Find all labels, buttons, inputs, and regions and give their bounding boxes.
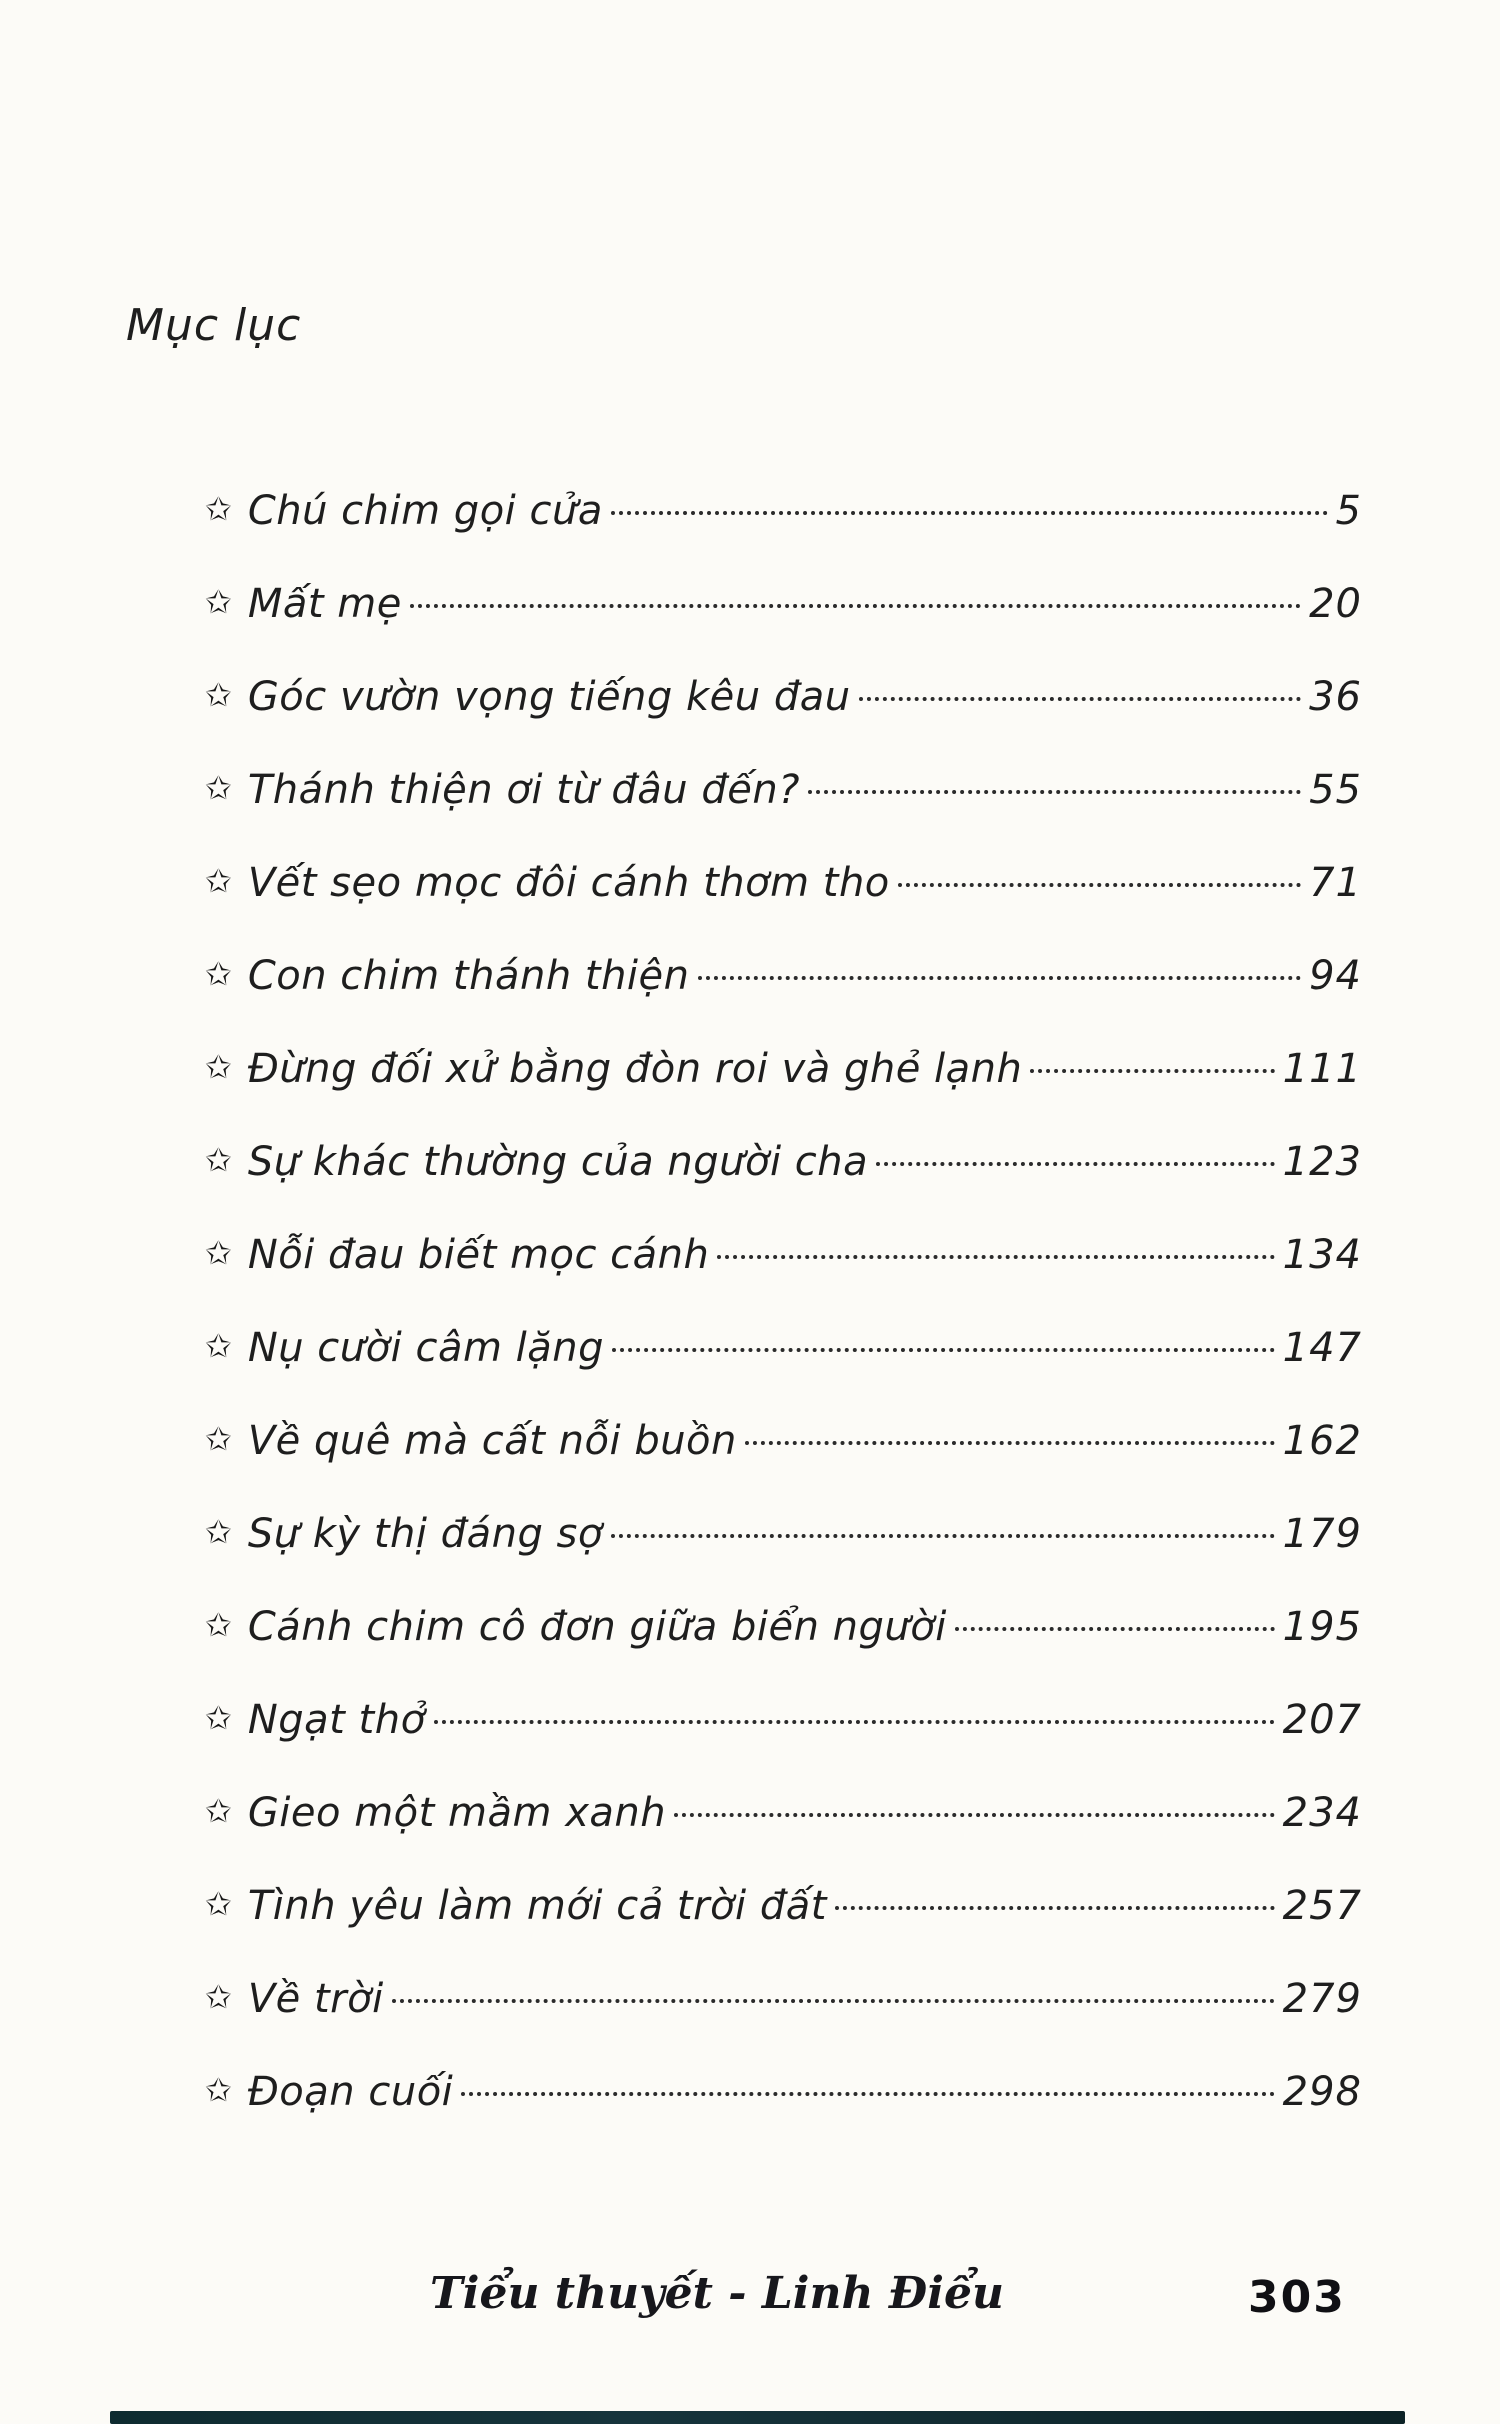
toc-entry-page: 111 xyxy=(1282,1046,1362,1092)
star-bullet-icon: ✩ xyxy=(205,583,232,621)
toc-entry xyxy=(205,1418,1362,1511)
toc-entry xyxy=(205,674,1362,767)
toc-entry-title: Vết sẹo mọc đôi cánh thơm tho xyxy=(247,860,890,906)
dotted-leader xyxy=(955,1627,1275,1631)
toc-entry xyxy=(205,1139,1362,1232)
toc-entry xyxy=(205,1511,1362,1604)
toc-entry-title: Ngạt thở xyxy=(247,1697,426,1743)
toc-entry xyxy=(205,1604,1362,1697)
toc-entry-title: Con chim thánh thiện xyxy=(247,953,690,999)
toc-entry-page: 162 xyxy=(1282,1418,1362,1464)
toc-entry-page: 123 xyxy=(1282,1139,1362,1185)
table-of-contents xyxy=(205,488,1362,2162)
toc-entry-page: 234 xyxy=(1282,1790,1362,1836)
star-bullet-icon: ✩ xyxy=(205,1048,232,1086)
toc-entry-title: Gieo một mầm xanh xyxy=(247,1790,667,1836)
dotted-leader xyxy=(434,1720,1275,1724)
toc-entry-title: Góc vườn vọng tiếng kêu đau xyxy=(247,674,851,720)
footer-page-number: 303 xyxy=(1248,2272,1346,2323)
toc-entry-page: 257 xyxy=(1282,1883,1362,1929)
star-bullet-icon: ✩ xyxy=(205,1420,232,1458)
toc-entry-title: Sự kỳ thị đáng sợ xyxy=(247,1511,603,1557)
toc-entry-title: Nụ cười câm lặng xyxy=(247,1325,604,1371)
dotted-leader xyxy=(717,1255,1274,1259)
star-bullet-icon: ✩ xyxy=(205,862,232,900)
dotted-leader xyxy=(898,883,1301,887)
star-bullet-icon: ✩ xyxy=(205,1699,232,1737)
toc-entry-title: Cánh chim cô đơn giữa biển người xyxy=(247,1604,947,1650)
toc-entry-page: 195 xyxy=(1282,1604,1362,1650)
toc-entry xyxy=(205,488,1362,581)
star-bullet-icon: ✩ xyxy=(205,490,232,528)
toc-entry-title: Chú chim gọi cửa xyxy=(247,488,603,534)
dotted-leader xyxy=(611,1534,1275,1538)
toc-entry-page: 207 xyxy=(1282,1697,1362,1743)
toc-entry-page: 298 xyxy=(1282,2069,1362,2115)
toc-entry-page: 71 xyxy=(1309,860,1362,906)
toc-entry xyxy=(205,1790,1362,1883)
toc-entry-title: Mất mẹ xyxy=(247,581,402,627)
toc-entry xyxy=(205,1976,1362,2069)
toc-entry xyxy=(205,860,1362,953)
toc-entry-page: 179 xyxy=(1282,1511,1362,1557)
toc-entry xyxy=(205,1697,1362,1790)
star-bullet-icon: ✩ xyxy=(205,955,232,993)
toc-entry xyxy=(205,953,1362,1046)
dotted-leader xyxy=(612,1348,1275,1352)
toc-entry-title: Nỗi đau biết mọc cánh xyxy=(247,1232,710,1278)
star-bullet-icon: ✩ xyxy=(205,1978,232,2016)
toc-entry-page: 20 xyxy=(1309,581,1362,627)
dotted-leader xyxy=(392,1999,1275,2003)
toc-entry-title: Đoạn cuối xyxy=(247,2069,454,2115)
toc-entry-page: 279 xyxy=(1282,1976,1362,2022)
star-bullet-icon: ✩ xyxy=(205,1327,232,1365)
dotted-leader xyxy=(835,1906,1275,1910)
toc-entry xyxy=(205,581,1362,674)
scan-edge-bar xyxy=(110,2411,1405,2424)
toc-entry xyxy=(205,1232,1362,1325)
toc-entry-title: Về trời xyxy=(247,1976,384,2022)
dotted-leader xyxy=(410,604,1301,608)
toc-entry-page: 36 xyxy=(1309,674,1362,720)
toc-entry-page: 5 xyxy=(1335,488,1362,534)
star-bullet-icon: ✩ xyxy=(205,1513,232,1551)
star-bullet-icon: ✩ xyxy=(205,1234,232,1272)
dotted-leader xyxy=(698,976,1302,980)
toc-entry xyxy=(205,1325,1362,1418)
toc-entry xyxy=(205,1883,1362,1976)
toc-entry-page: 134 xyxy=(1282,1232,1362,1278)
page-title: Mục lục xyxy=(126,300,302,351)
dotted-leader xyxy=(859,697,1301,701)
toc-entry-title: Về quê mà cất nỗi buồn xyxy=(247,1418,737,1464)
dotted-leader xyxy=(1030,1069,1274,1073)
star-bullet-icon: ✩ xyxy=(205,1792,232,1830)
star-bullet-icon: ✩ xyxy=(205,1141,232,1179)
toc-entry-title: Đừng đối xử bằng đòn roi và ghẻ lạnh xyxy=(247,1046,1023,1092)
toc-entry-page: 55 xyxy=(1309,767,1362,813)
dotted-leader xyxy=(876,1162,1275,1166)
dotted-leader xyxy=(674,1813,1275,1817)
dotted-leader xyxy=(745,1441,1275,1445)
toc-entry xyxy=(205,1046,1362,1139)
toc-entry-title: Tình yêu làm mới cả trời đất xyxy=(247,1883,827,1929)
toc-entry xyxy=(205,2069,1362,2162)
dotted-leader xyxy=(611,511,1328,515)
toc-entry-page: 94 xyxy=(1309,953,1362,999)
star-bullet-icon: ✩ xyxy=(205,2071,232,2109)
star-bullet-icon: ✩ xyxy=(205,1885,232,1923)
dotted-leader xyxy=(461,2092,1274,2096)
star-bullet-icon: ✩ xyxy=(205,769,232,807)
dotted-leader xyxy=(808,790,1301,794)
toc-entry-title: Sự khác thường của người cha xyxy=(247,1139,869,1185)
book-title-footer: Tiểu thuyết - Linh Điểu xyxy=(430,2268,1004,2319)
toc-entry xyxy=(205,767,1362,860)
star-bullet-icon: ✩ xyxy=(205,1606,232,1644)
toc-entry-page: 147 xyxy=(1282,1325,1362,1371)
toc-entry-title: Thánh thiện ơi từ đâu đến? xyxy=(247,767,800,813)
star-bullet-icon: ✩ xyxy=(205,676,232,714)
